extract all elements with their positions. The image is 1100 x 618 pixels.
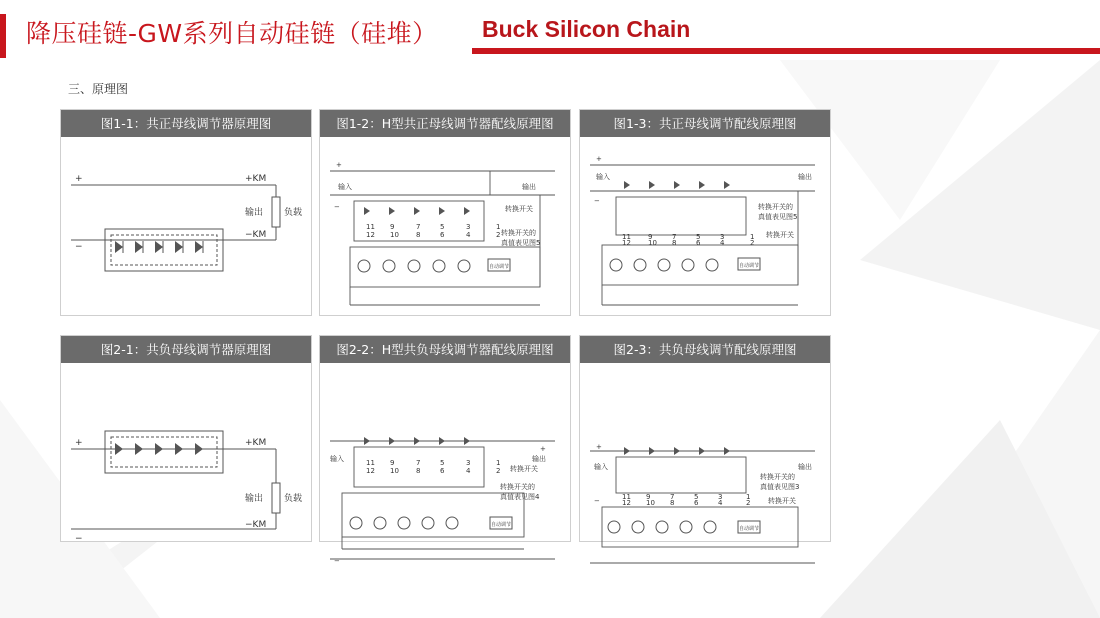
load-label: 负载: [284, 494, 303, 504]
num: 12: [622, 499, 631, 507]
input-label: 输入: [330, 455, 344, 463]
schematic-common-negative: [61, 363, 311, 544]
input-label: 输入: [594, 463, 608, 471]
auto-label: 自动调节: [739, 526, 760, 532]
minus-label: −: [334, 557, 340, 565]
num: 8: [670, 499, 675, 507]
num: 1: [746, 493, 751, 501]
panel-1-3: [580, 110, 830, 315]
truth-label-2: 真值表见图3: [760, 483, 800, 491]
num: 5: [440, 459, 445, 467]
num: 8: [416, 467, 421, 475]
num: 5: [694, 493, 699, 501]
num: 12: [366, 231, 375, 239]
minus-label: −: [75, 242, 83, 252]
num: 10: [390, 231, 399, 239]
header-accent-bar: [0, 14, 6, 58]
num: 1: [496, 223, 501, 231]
num: 8: [416, 231, 421, 239]
section-label: 三、原理图: [68, 82, 129, 96]
auto-label: 自动调节: [489, 264, 510, 270]
truth-label: 转换开关的: [758, 203, 793, 211]
switch-label: 转换开关: [510, 465, 538, 473]
truth-label: 转换开关的: [501, 229, 536, 237]
num: 3: [718, 493, 723, 501]
num: 3: [720, 233, 725, 241]
plus-label: +: [540, 445, 546, 453]
panel-1-1: [61, 110, 311, 315]
output-label: 输出: [245, 494, 264, 504]
page-title-english: Buck Silicon Chain: [482, 16, 691, 42]
input-label: 输入: [596, 173, 610, 181]
num: 3: [466, 223, 471, 231]
switch-label: 转换开关: [768, 497, 796, 505]
plus-km-label: +KM: [245, 174, 267, 184]
num: 11: [366, 459, 375, 467]
num: 6: [440, 231, 445, 239]
num: 6: [694, 499, 699, 507]
panel-title: 图1-1：共正母线调节器原理图: [61, 110, 311, 137]
panel-title: 图2-2：H型共负母线调节器配线原理图: [320, 336, 570, 363]
schematic-svg: [320, 137, 570, 315]
num: 11: [622, 233, 631, 241]
panel-2-1: [61, 336, 311, 544]
num: 4: [720, 239, 725, 247]
minus-km-label: −KM: [245, 230, 267, 240]
num: 12: [622, 239, 631, 247]
num: 7: [672, 233, 677, 241]
panel-title: 图1-3：共正母线调节配线原理图: [580, 110, 830, 137]
switch-label: 转换开关: [766, 231, 794, 239]
num: 2: [496, 467, 501, 475]
truth-label-2: 真值表见图5: [501, 239, 541, 247]
plus-label: +: [596, 443, 602, 451]
truth-label-2: 真值表见图5: [758, 213, 798, 221]
plus-label: +: [336, 161, 342, 169]
num: 6: [440, 467, 445, 475]
num: 4: [718, 499, 723, 507]
truth-label: 转换开关的: [760, 473, 795, 481]
truth-label-2: 真值表见图4: [500, 493, 540, 501]
minus-label: −: [334, 203, 340, 211]
num: 9: [390, 459, 395, 467]
plus-label: +: [596, 155, 602, 163]
switch-label: 转换开关: [505, 205, 533, 213]
header-underline: [472, 48, 1100, 54]
output-label: 输出: [532, 455, 546, 463]
num: 5: [440, 223, 445, 231]
num: 7: [416, 459, 421, 467]
num: 10: [390, 467, 399, 475]
panel-title: 图2-3：共负母线调节配线原理图: [580, 336, 830, 363]
plus-label: +: [75, 438, 83, 448]
num: 2: [750, 239, 755, 247]
num: 1: [750, 233, 755, 241]
num: 11: [366, 223, 375, 231]
truth-label: 转换开关的: [500, 483, 535, 491]
minus-label: −: [75, 534, 83, 544]
minus-label: −: [594, 197, 600, 205]
num: 10: [646, 499, 655, 507]
minus-label: −: [594, 497, 600, 505]
auto-label: 自动调节: [739, 263, 760, 269]
output-label: 输出: [798, 173, 812, 181]
schematic-svg: [61, 137, 311, 315]
panel-1-2: [320, 110, 570, 315]
schematic-svg: [61, 363, 311, 581]
load-label: 负载: [284, 208, 303, 218]
num: 8: [672, 239, 677, 247]
page-title-chinese: 降压硅链-GW系列自动硅链（硅堆）: [26, 19, 438, 48]
panel-title: 图2-1：共负母线调节器原理图: [61, 336, 311, 363]
num: 9: [646, 493, 651, 501]
num: 2: [496, 231, 501, 239]
schematic-common-positive-wiring: [580, 137, 830, 315]
schematic-svg: [580, 137, 830, 315]
num: 9: [390, 223, 395, 231]
num: 7: [416, 223, 421, 231]
num: 12: [366, 467, 375, 475]
output-label: 输出: [245, 208, 264, 218]
output-label: 输出: [798, 463, 812, 471]
plus-label: +: [75, 174, 83, 184]
num: 4: [466, 231, 471, 239]
panel-2-3: [580, 336, 830, 541]
auto-label: 自动调节: [491, 522, 512, 528]
num: 10: [648, 239, 657, 247]
schematic-svg: [320, 363, 570, 581]
input-label: 输入: [338, 183, 352, 191]
num: 1: [496, 459, 501, 467]
plus-km-label: +KM: [245, 438, 267, 448]
schematic-svg: [580, 363, 830, 581]
num: 5: [696, 233, 701, 241]
num: 9: [648, 233, 653, 241]
num: 7: [670, 493, 675, 501]
num: 11: [622, 493, 631, 501]
minus-km-label: −KM: [245, 520, 267, 530]
schematic-common-positive: [61, 137, 311, 315]
schematic-h-common-negative-wiring: [320, 363, 570, 565]
num: 6: [696, 239, 701, 247]
panel-2-2: [320, 336, 570, 565]
num: 4: [466, 467, 471, 475]
schematic-common-negative-wiring: [580, 363, 830, 541]
schematic-h-common-positive-wiring: [320, 137, 570, 315]
panel-title: 图1-2：H型共正母线调节器配线原理图: [320, 110, 570, 137]
output-label: 输出: [522, 183, 536, 191]
num: 3: [466, 459, 471, 467]
num: 2: [746, 499, 751, 507]
